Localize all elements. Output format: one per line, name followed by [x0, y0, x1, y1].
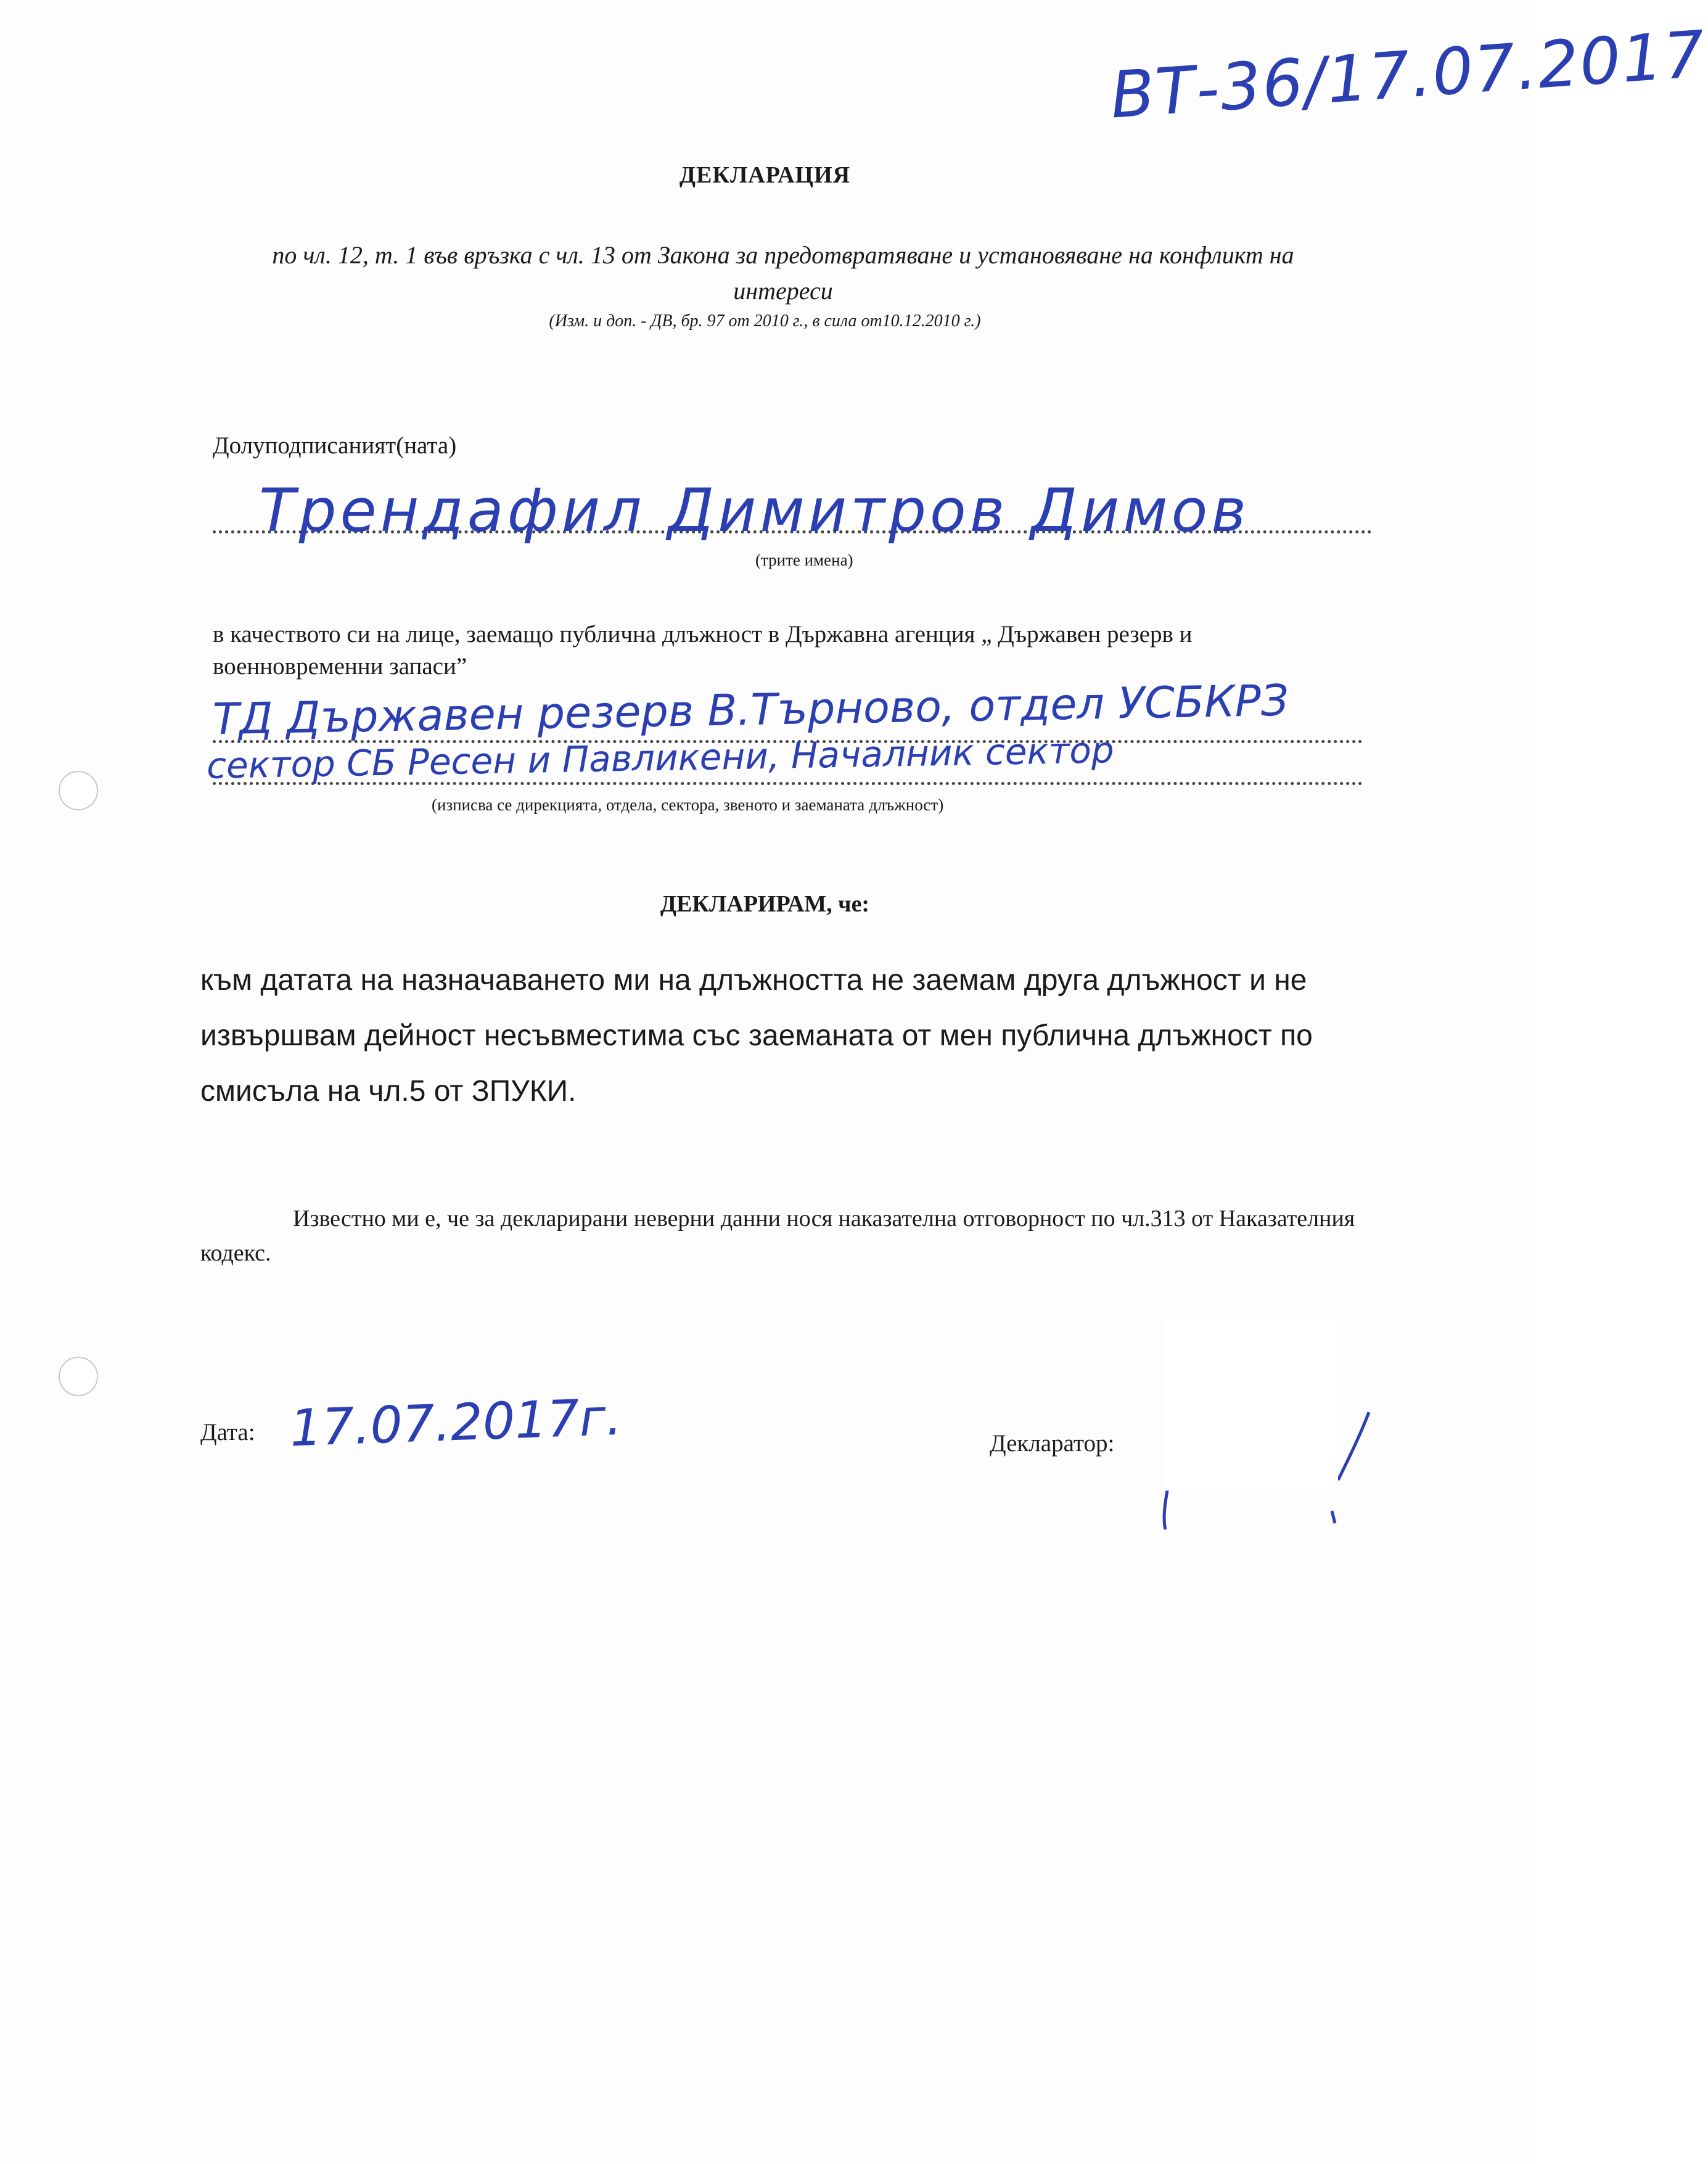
date-handwritten: 17.07.2017г.	[289, 1388, 623, 1458]
document-subtitle: по чл. 12, т. 1 във връзка с чл. 13 от Закона за предотвратяване и установяване на конфликт на интереси	[272, 241, 1294, 305]
signatory-name: Трендафил Димитров Димов	[259, 476, 1250, 545]
position-handwritten-2: сектор СБ Ресен и Павликени, Началник сектор	[206, 729, 1115, 787]
notice-text: Известно ми е, че за декларирани неверни данни нося наказателна отговорност по чл.313 от Наказателния кодекс.	[200, 1206, 1355, 1266]
capacity-text: в качеството си на лице, заемащо публична длъжност в Държавна агенция „ Държавен резерв и военновременни запаси”	[213, 621, 1193, 680]
name-caption: (трите имена)	[755, 551, 853, 569]
document-title: ДЕКЛАРАЦИЯ	[679, 162, 851, 188]
signatory-label: Долуподписаният(ната)	[213, 432, 457, 459]
registration-number: ВТ-36/17.07.2017	[1107, 16, 1708, 133]
declarant-label: Декларатор:	[990, 1430, 1115, 1457]
position-handwritten-1: ТД Държавен резерв В.Търново, отдел УСБКРЗ	[212, 675, 1289, 745]
punch-hole-top	[59, 771, 98, 810]
position-caption: (изписва се дирекцията, отдела, сектора, звеното и заеманата длъжност)	[432, 796, 944, 814]
declaration-text: към датата на назначаването ми на длъжността не заемам друга длъжност и не извършвам дейност несъвместима със заеманата от мен публична длъжност по смисъла на чл.5 от ЗПУКИ.	[200, 964, 1313, 1108]
signature-redaction	[1164, 1317, 1338, 1491]
declare-heading: ДЕКЛАРИРАМ, че:	[660, 891, 870, 917]
punch-hole-bottom	[59, 1357, 98, 1396]
amendment-note: (Изм. и доп. - ДВ, бр. 97 от 2010 г., в сила от10.12.2010 г.)	[549, 311, 981, 331]
date-label: Дата:	[200, 1419, 255, 1446]
